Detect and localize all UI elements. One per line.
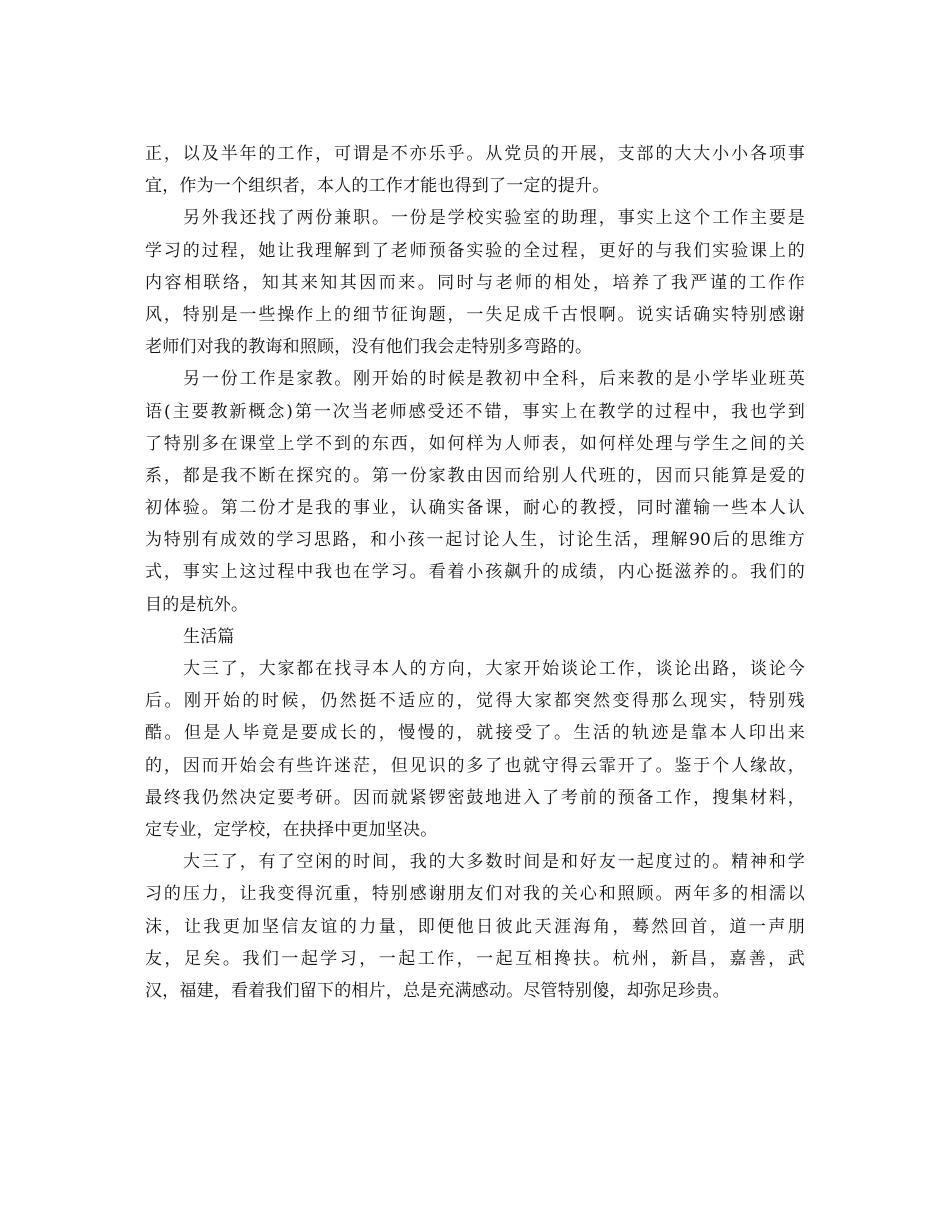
paragraph-line: 为特别有成效的学习思路，和小孩一起讨论人生，讨论生活，理解90后的思维方	[145, 530, 805, 551]
paragraph-line: 定专业，定学校，在抉择中更加坚决。	[145, 819, 438, 840]
paragraph-line: 了特别多在课堂上学不到的东西，如何样为人师表，如何样处理与学生之间的关	[145, 433, 805, 454]
paragraph-line: 风，特别是一些操作上的细节征询题，一失足成千古恨啊。说实话确实特别感谢	[145, 304, 805, 325]
paragraph-line: 学习的过程，她让我理解到了老师预备实验的全过程，更好的与我们实验课上的	[145, 240, 805, 261]
paragraph-line: 宜，作为一个组织者，本人的工作才能也得到了一定的提升。	[145, 176, 610, 197]
paragraph-first-line: 另外我还找了两份兼职。一份是学校实验室的助理，事实上这个工作主要是	[183, 208, 805, 229]
paragraph-first-line: 生活篇	[183, 626, 235, 647]
paragraph-first-line: 另一份工作是家教。刚开始的时候是教初中全科，后来教的是小学毕业班英	[183, 369, 805, 390]
paragraph-line: 最终我仍然决定要考研。因而就紧锣密鼓地进入了考前的预备工作，搜集材料，	[145, 787, 805, 808]
paragraph-line: 初体验。第二份才是我的事业，认确实备课，耐心的教授，同时灌输一些本人认	[145, 498, 805, 519]
paragraph-line: 目的是杭外。	[145, 594, 249, 615]
paragraph-line: 的，因而开始会有些许迷茫，但见识的多了也就守得云霏开了。鉴于个人缘故，	[145, 755, 805, 776]
paragraph-line: 习的压力，让我变得沉重，特别感谢朋友们对我的关心和照顾。两年多的相濡以	[145, 884, 805, 905]
paragraph-line: 沫，让我更加坚信友谊的力量，即便他日彼此天涯海角，蓦然回首，道一声朋	[145, 916, 805, 937]
paragraph-line: 汉，福建，看着我们留下的相片，总是充满感动。尽管特别傻，却弥足珍贵。	[145, 980, 730, 1001]
paragraph-line: 后。刚开始的时候，仍然挺不适应的，觉得大家都突然变得那么现实，特别残	[145, 691, 805, 712]
paragraph-line: 内容相联络，知其来知其因而来。同时与老师的相处，培养了我严谨的工作作	[145, 272, 805, 293]
document-page	[145, 138, 805, 1007]
paragraph-line: 系，都是我不断在探究的。第一份家教由因而给别人代班的，因而只能算是爱的	[145, 465, 805, 486]
paragraph-first-line: 大三了，有了空闲的时间，我的大多数时间是和好友一起度过的。精神和学	[183, 852, 805, 873]
paragraph-line: 式，事实上这过程中我也在学习。看着小孩飙升的成绩，内心挺滋养的。我们的	[145, 562, 805, 583]
paragraph-line: 友，足矣。我们一起学习，一起工作，一起互相搀扶。杭州，新昌，嘉善，武	[145, 948, 805, 969]
paragraph-line: 正，以及半年的工作，可谓是不亦乐乎。从党员的开展，支部的大大小小各项事	[145, 144, 805, 164]
paragraph-line: 语(主要教新概念)第一次当老师感受还不错，事实上在教学的过程中，我也学到	[145, 401, 805, 422]
paragraph-line: 老师们对我的教诲和照顾，没有他们我会走特别多弯路的。	[145, 337, 593, 358]
paragraph-line: 酷。但是人毕竟是要成长的，慢慢的，就接受了。生活的轨迹是靠本人印出来	[145, 723, 805, 744]
paragraph-first-line: 大三了，大家都在找寻本人的方向，大家开始谈论工作，谈论出路，谈论今	[183, 659, 805, 679]
